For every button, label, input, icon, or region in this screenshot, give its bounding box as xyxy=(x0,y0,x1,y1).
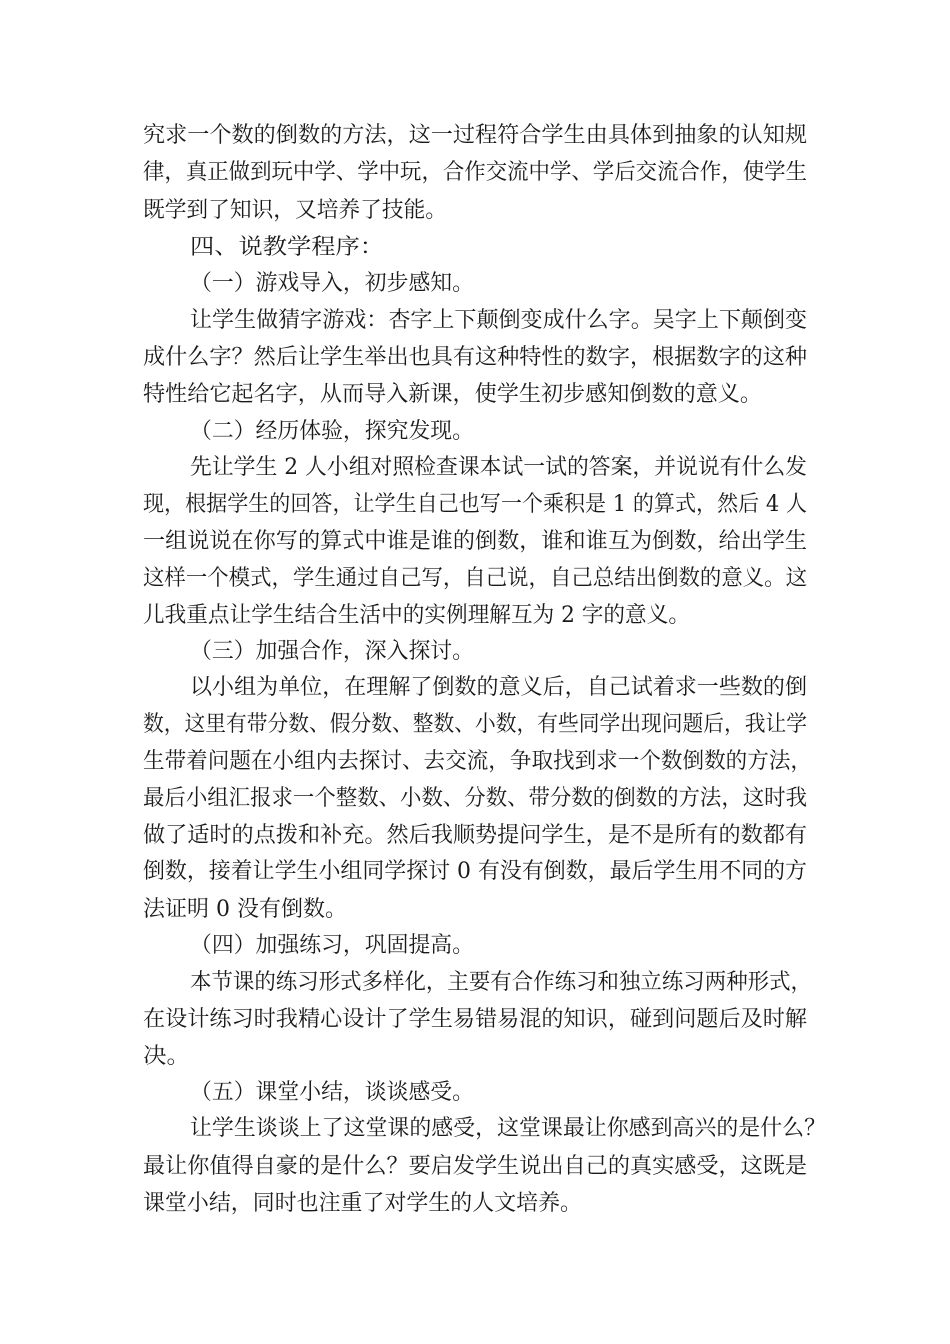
text-line: 以小组为单位，在理解了倒数的意义后，自己试着求一些数的倒 xyxy=(190,675,808,700)
text-line: 最让你值得自豪的是什么？要启发学生说出自己的真实感受，这既是 xyxy=(143,1154,808,1179)
text-line: 最后小组汇报求一个整数、小数、分数、带分数的倒数的方法，这时我 xyxy=(143,786,808,811)
text-line: 究求一个数的倒数的方法，这一过程符合学生由具体到抽象的认知规 xyxy=(143,123,808,148)
section-heading: 四、说教学程序： xyxy=(190,235,385,260)
text-line: 既学到了知识，又培养了技能。 xyxy=(143,198,448,223)
text-line: 成什么字？然后让学生举出也具有这种特性的数字，根据数字的这种 xyxy=(143,345,808,370)
text-line: 这样一个模式，学生通过自己写，自己说，自己总结出倒数的意义。这 xyxy=(143,566,808,591)
text-line: 特性给它起名字，从而导入新课，使学生初步感知倒数的意义。 xyxy=(143,382,763,407)
text-line: 决。 xyxy=(143,1044,191,1069)
text-line: 本节课的练习形式多样化，主要有合作练习和独立练习两种形式， xyxy=(190,970,813,995)
text-line: 让学生谈谈上了这堂课的感受，这堂课最让你感到高兴的是什么？ xyxy=(190,1116,827,1141)
text-line: 法证明 0 没有倒数。 xyxy=(143,897,347,922)
text-line: 现，根据学生的回答，让学生自己也写一个乘积是 1 的算式，然后 4 人 xyxy=(143,492,808,517)
text-line: 律，真正做到玩中学、学中玩，合作交流中学、学后交流合作，使学生 xyxy=(143,160,808,185)
text-line: 生带着问题在小组内去探讨、去交流，争取找到求一个数倒数的方法， xyxy=(143,749,812,774)
text-line: 一组说说在你写的算式中谁是谁的倒数，谁和谁互为倒数，给出学生 xyxy=(143,529,808,554)
subsection-heading: （四）加强练习，巩固提高。 xyxy=(190,933,475,958)
text-line: 先让学生 2 人小组对照检查课本试一试的答案，并说说有什么发 xyxy=(190,455,808,480)
text-line: 倒数，接着让学生小组同学探讨 0 有没有倒数，最后学生用不同的方 xyxy=(143,859,808,884)
text-line: 在设计练习时我精心设计了学生易错易混的知识，碰到问题后及时解 xyxy=(143,1007,808,1032)
text-line: 课堂小结，同时也注重了对学生的人文培养。 xyxy=(143,1191,583,1216)
text-line: 做了适时的点拨和补充。然后我顺势提问学生，是不是所有的数都有 xyxy=(143,823,808,848)
subsection-heading: （五）课堂小结，谈谈感受。 xyxy=(190,1080,475,1105)
subsection-heading: （三）加强合作，深入探讨。 xyxy=(190,639,475,664)
text-line: 让学生做猜字游戏：杏字上下颠倒变成什么字。吴字上下颠倒变 xyxy=(190,308,808,333)
subsection-heading: （二）经历体验，探究发现。 xyxy=(190,419,475,444)
text-line: 儿我重点让学生结合生活中的实例理解互为 2 字的意义。 xyxy=(143,603,690,628)
text-line: 数，这里有带分数、假分数、整数、小数，有些同学出现问题后，我让学 xyxy=(143,712,808,737)
subsection-heading: （一）游戏导入，初步感知。 xyxy=(190,271,475,296)
